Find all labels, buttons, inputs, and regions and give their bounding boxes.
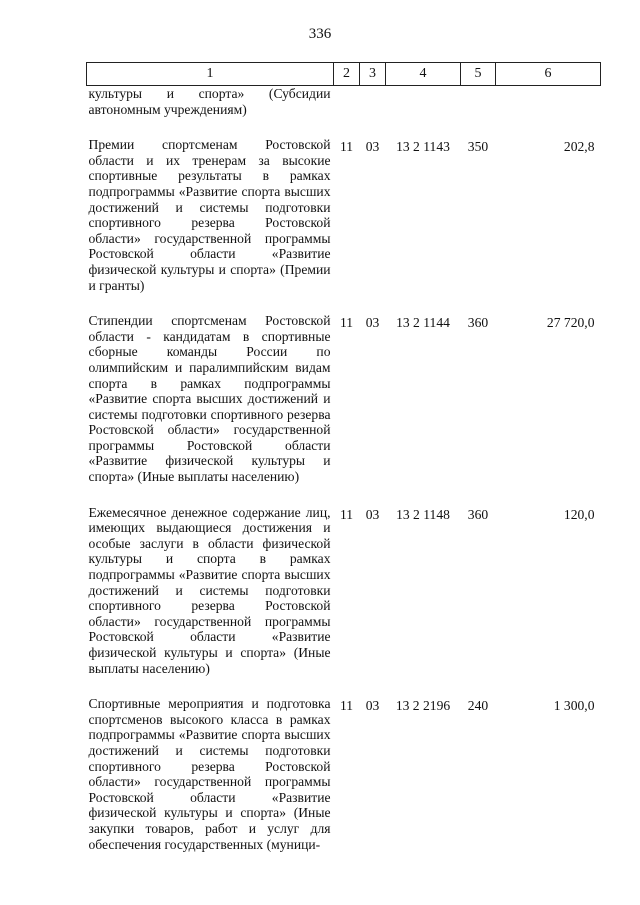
subsection-code: 03 [365,698,380,714]
amount: 27 720,0 [546,315,595,331]
column-header: 6 [496,63,601,86]
column-header: 3 [360,63,386,86]
row-description: Ежемесячное денежное содержание лиц, имеющих выдающиеся достижения и особые заслуги в области физической культуры и спорта в рамках подпрограммы «Развитие спорта высших достижений и системы подготовки спортивного резерва Ростовской области» государственной программы Ростовской области «Развитие физической культуры и спорта» (Иные выплаты населению) [88,504,331,676]
table-header-row [87,63,601,86]
table-row-continuation [87,86,601,138]
row-description: Стипендии спортсменам Ростовской области - кандидатам в спортивные сборные команды России по олимпийским и паралимпийским видам спорта в рамках подпрограммы «Развитие спорта высших достижений и системы подготовки спортивного резерва Ростовской области» государственной программы Ростовской области «Развитие физической культуры и спорта» (Иные выплаты населению) [88,313,331,485]
column-header: 1 [87,63,334,86]
row-description: Премии спортсменам Ростовской области и их тренерам за высокие спортивные результаты в рамках подпрограммы «Развитие спорта высших достижений и системы подготовки спортивного резерва Ростовской области» государственной программы Ростовской области «Развитие физической культуры и спорта» (Премии и гранты) [88,137,331,293]
subsection-code: 03 [365,139,380,155]
table-row [87,313,601,505]
target-article-code: 13 2 2196 [395,698,451,714]
table-row [87,505,601,697]
amount: 1 300,0 [553,698,595,714]
column-header: 5 [461,63,496,86]
subsection-code: 03 [365,506,380,522]
page-number: 336 [308,26,332,42]
amount: 202,8 [563,139,595,155]
expense-type-code: 350 [467,139,489,155]
section-code: 11 [339,506,354,522]
column-header: 2 [334,63,360,86]
row-description: культуры и спорта» (Субсидии автономным учреждениям) [88,86,331,117]
target-article-code: 13 2 1148 [396,506,450,522]
subsection-code: 03 [365,315,380,331]
table-row [87,696,601,872]
expense-type-code: 360 [467,506,489,522]
table-row [87,137,601,313]
section-code: 11 [339,139,354,155]
target-article-code: 13 2 1144 [396,315,450,331]
section-code: 11 [339,315,354,331]
column-header: 4 [386,63,461,86]
section-code: 11 [339,698,354,714]
budget-table [86,62,601,872]
target-article-code: 13 2 1143 [396,139,450,155]
row-description: Спортивные мероприятия и подготовка спортсменов высокого класса в рамках подпрограммы «Развитие спорта высших достижений и системы подготовки спортивного резерва Ростовской области» государственной программы Ростовской области «Развитие физической культуры и спорта» (Иные закупки товаров, работ и услуг для обеспечения государственных (муници- [88,696,331,852]
amount: 120,0 [563,506,595,522]
expense-type-code: 360 [467,315,489,331]
expense-type-code: 240 [467,698,489,714]
